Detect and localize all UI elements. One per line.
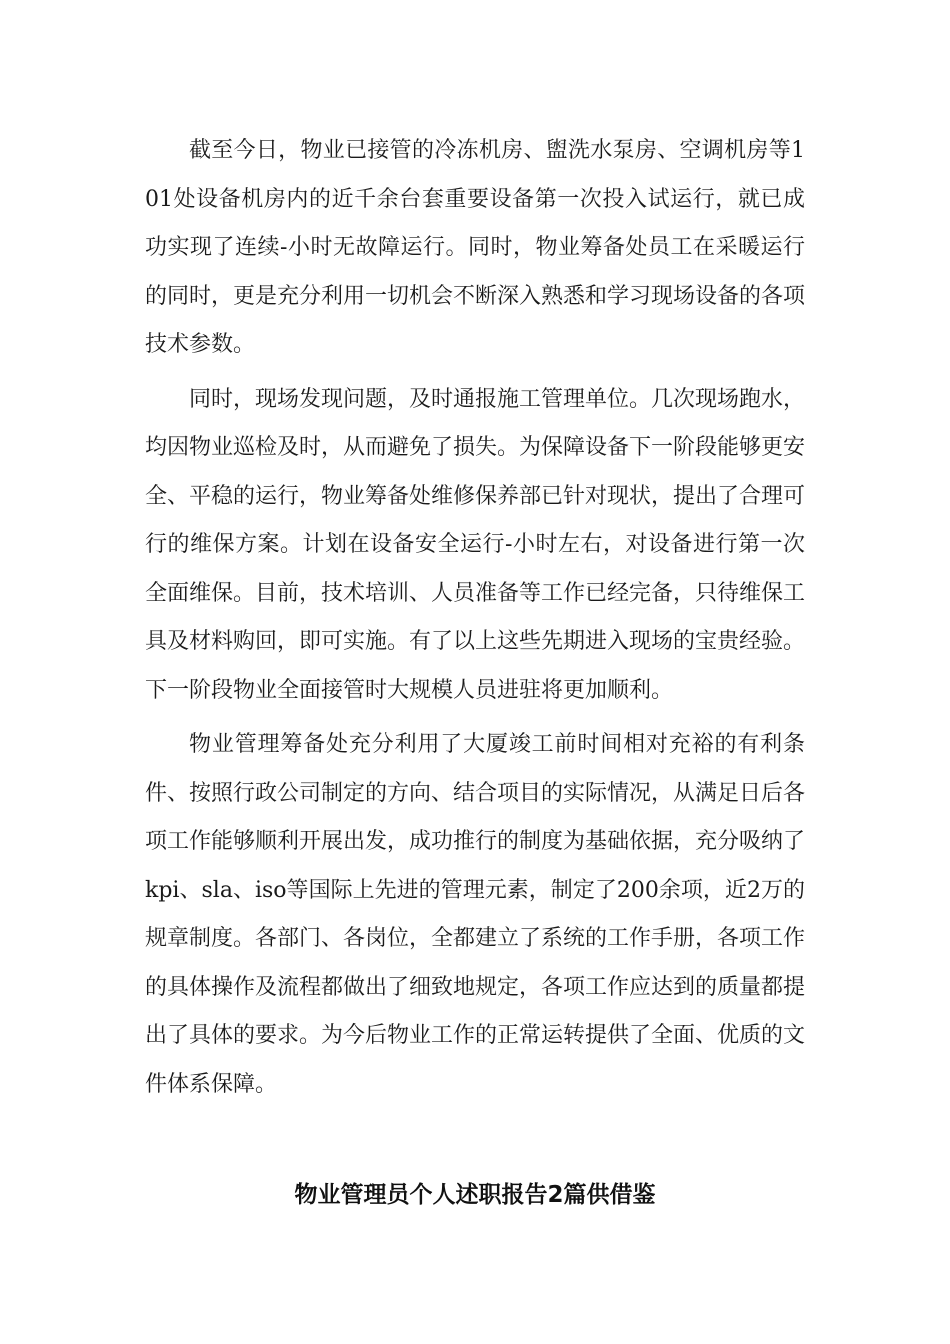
document-body bbox=[145, 127, 805, 1109]
section-title: 物业管理员个人述职报告2篇供借鉴 bbox=[294, 1182, 656, 1208]
body-paragraph-2: 同时，现场发现问题，及时通报施工管理单位。几次现场跑水，均因物业巡检及时，从而避免了损失。为保障设备下一阶段能够更安全、平稳的运行，物业筹备处维修保养部已针对现状，提出了合理可行的维保方案。计划在设备安全运行-小时左右，对设备进行第一次全面维保。目前，技术培训、人员准备等工作已经完备，只待维保工具及材料购回，即可实施。有了以上这些先期进入现场的宝贵经验。下一阶段物业全面接管时大规模人员进驻将更加顺利。 bbox=[145, 386, 806, 703]
body-paragraph-3: 物业管理筹备处充分利用了大厦竣工前时间相对充裕的有利条件、按照行政公司制定的方向、结合项目的实际情况，从满足日后各项工作能够顺利开展出发，成功推行的制度为基础依据，充分吸纳了kpi、sla、iso等国际上先进的管理元素，制定了200余项，近2万的规章制度。各部门、各岗位，全都建立了系统的工作手册，各项工作的具体操作及流程都做出了细致地规定，各项工作应达到的质量都提出了具体的要求。为今后物业工作的正常运转提供了全面、优质的文件体系保障。 bbox=[145, 732, 806, 1097]
body-paragraph-1: 截至今日，物业已接管的冷冻机房、盥洗水泵房、空调机房等101处设备机房内的近千余台套重要设备第一次投入试运行，就已成功实现了连续-小时无故障运行。同时，物业筹备处员工在采暖运行的同时，更是充分利用一切机会不断深入熟悉和学习现场设备的各项技术参数。 bbox=[145, 138, 806, 357]
